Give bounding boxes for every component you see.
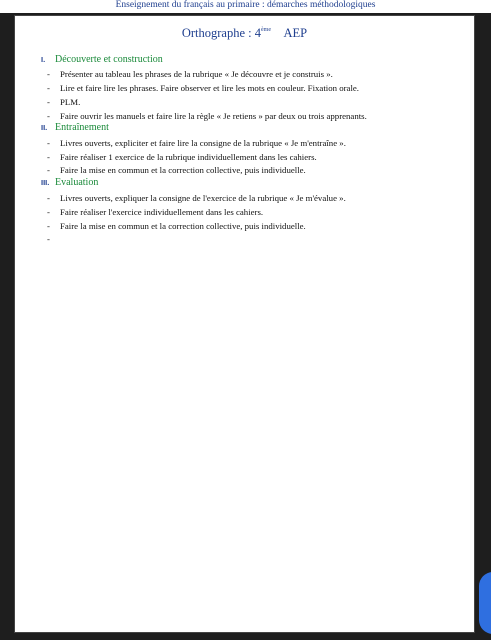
- list-item: [47, 83, 359, 93]
- title-main: Orthographe : 4: [181, 26, 262, 40]
- list-item-text: Présenter au tableau les phrases de la rubrique « Je découvre et je construis ».: [60, 69, 333, 79]
- bullet-dash: -: [47, 69, 50, 79]
- list-item-text: Faire la mise en commun et la correction collective, puis individuelle.: [60, 221, 306, 231]
- list-item: [47, 97, 80, 107]
- list-item-text: PLM.: [60, 97, 81, 107]
- bullet-dash: -: [47, 152, 50, 162]
- header-strip: [0, 0, 491, 13]
- list-item-text: Livres ouverts, expliciter et faire lire la consigne de la rubrique « Je m'entraîne ».: [60, 138, 346, 148]
- list-item-text: Lire et faire lire les phrases. Faire observer et lire les mots en couleur. Fixation orale.: [60, 83, 359, 93]
- list-item: [47, 138, 346, 148]
- document-sheet: [14, 15, 475, 633]
- bullet-dash: -: [47, 111, 50, 121]
- section-heading-3: [41, 177, 98, 188]
- bullet-dash: -: [47, 138, 50, 148]
- section-title: Découverte et construction: [55, 54, 163, 65]
- bullet-dash: -: [47, 221, 50, 231]
- bullet-dash: -: [47, 83, 50, 93]
- section-heading-2: [41, 122, 109, 133]
- list-item: [47, 165, 306, 175]
- bullet-dash: -: [47, 193, 50, 203]
- list-item-text: Faire la mise en commun et la correction collective, puis individuelle.: [60, 165, 306, 175]
- section-title: Evaluation: [55, 177, 99, 188]
- bullet-dash: -: [47, 97, 50, 107]
- list-item: [47, 111, 367, 121]
- section-numeral: I.: [41, 55, 46, 64]
- list-item: [47, 207, 263, 217]
- list-item-text: Faire réaliser l'exercice individuellement dans les cahiers.: [60, 207, 264, 217]
- bullet-dash: -: [47, 207, 50, 217]
- list-item: [47, 152, 317, 162]
- list-item: [47, 221, 306, 231]
- list-item-text: Faire ouvrir les manuels et faire lire la règle « Je retiens » par deux ou trois apprenants.: [60, 111, 367, 121]
- list-item-text: Livres ouverts, expliquer la consigne de l'exercice de la rubrique « Je m'évalue ».: [60, 193, 346, 203]
- section-numeral: III.: [41, 178, 50, 187]
- title-level: AEP: [283, 26, 308, 40]
- list-item: [47, 234, 60, 244]
- header-text: Enseignement du français au primaire : démarches méthodologiques: [115, 0, 376, 10]
- edge-scroll-handle[interactable]: [479, 572, 491, 634]
- bullet-dash: -: [47, 165, 50, 175]
- list-item: [47, 193, 346, 203]
- bullet-dash: -: [47, 234, 50, 244]
- list-item: [47, 69, 333, 79]
- section-numeral: II.: [41, 123, 48, 132]
- section-heading-1: [41, 54, 163, 65]
- title-superscript: ème: [261, 27, 272, 33]
- section-title: Entraînement: [55, 122, 109, 133]
- list-item-text: Faire réaliser 1 exercice de la rubrique individuellement dans les cahiers.: [60, 152, 317, 162]
- document-title: [15, 26, 474, 41]
